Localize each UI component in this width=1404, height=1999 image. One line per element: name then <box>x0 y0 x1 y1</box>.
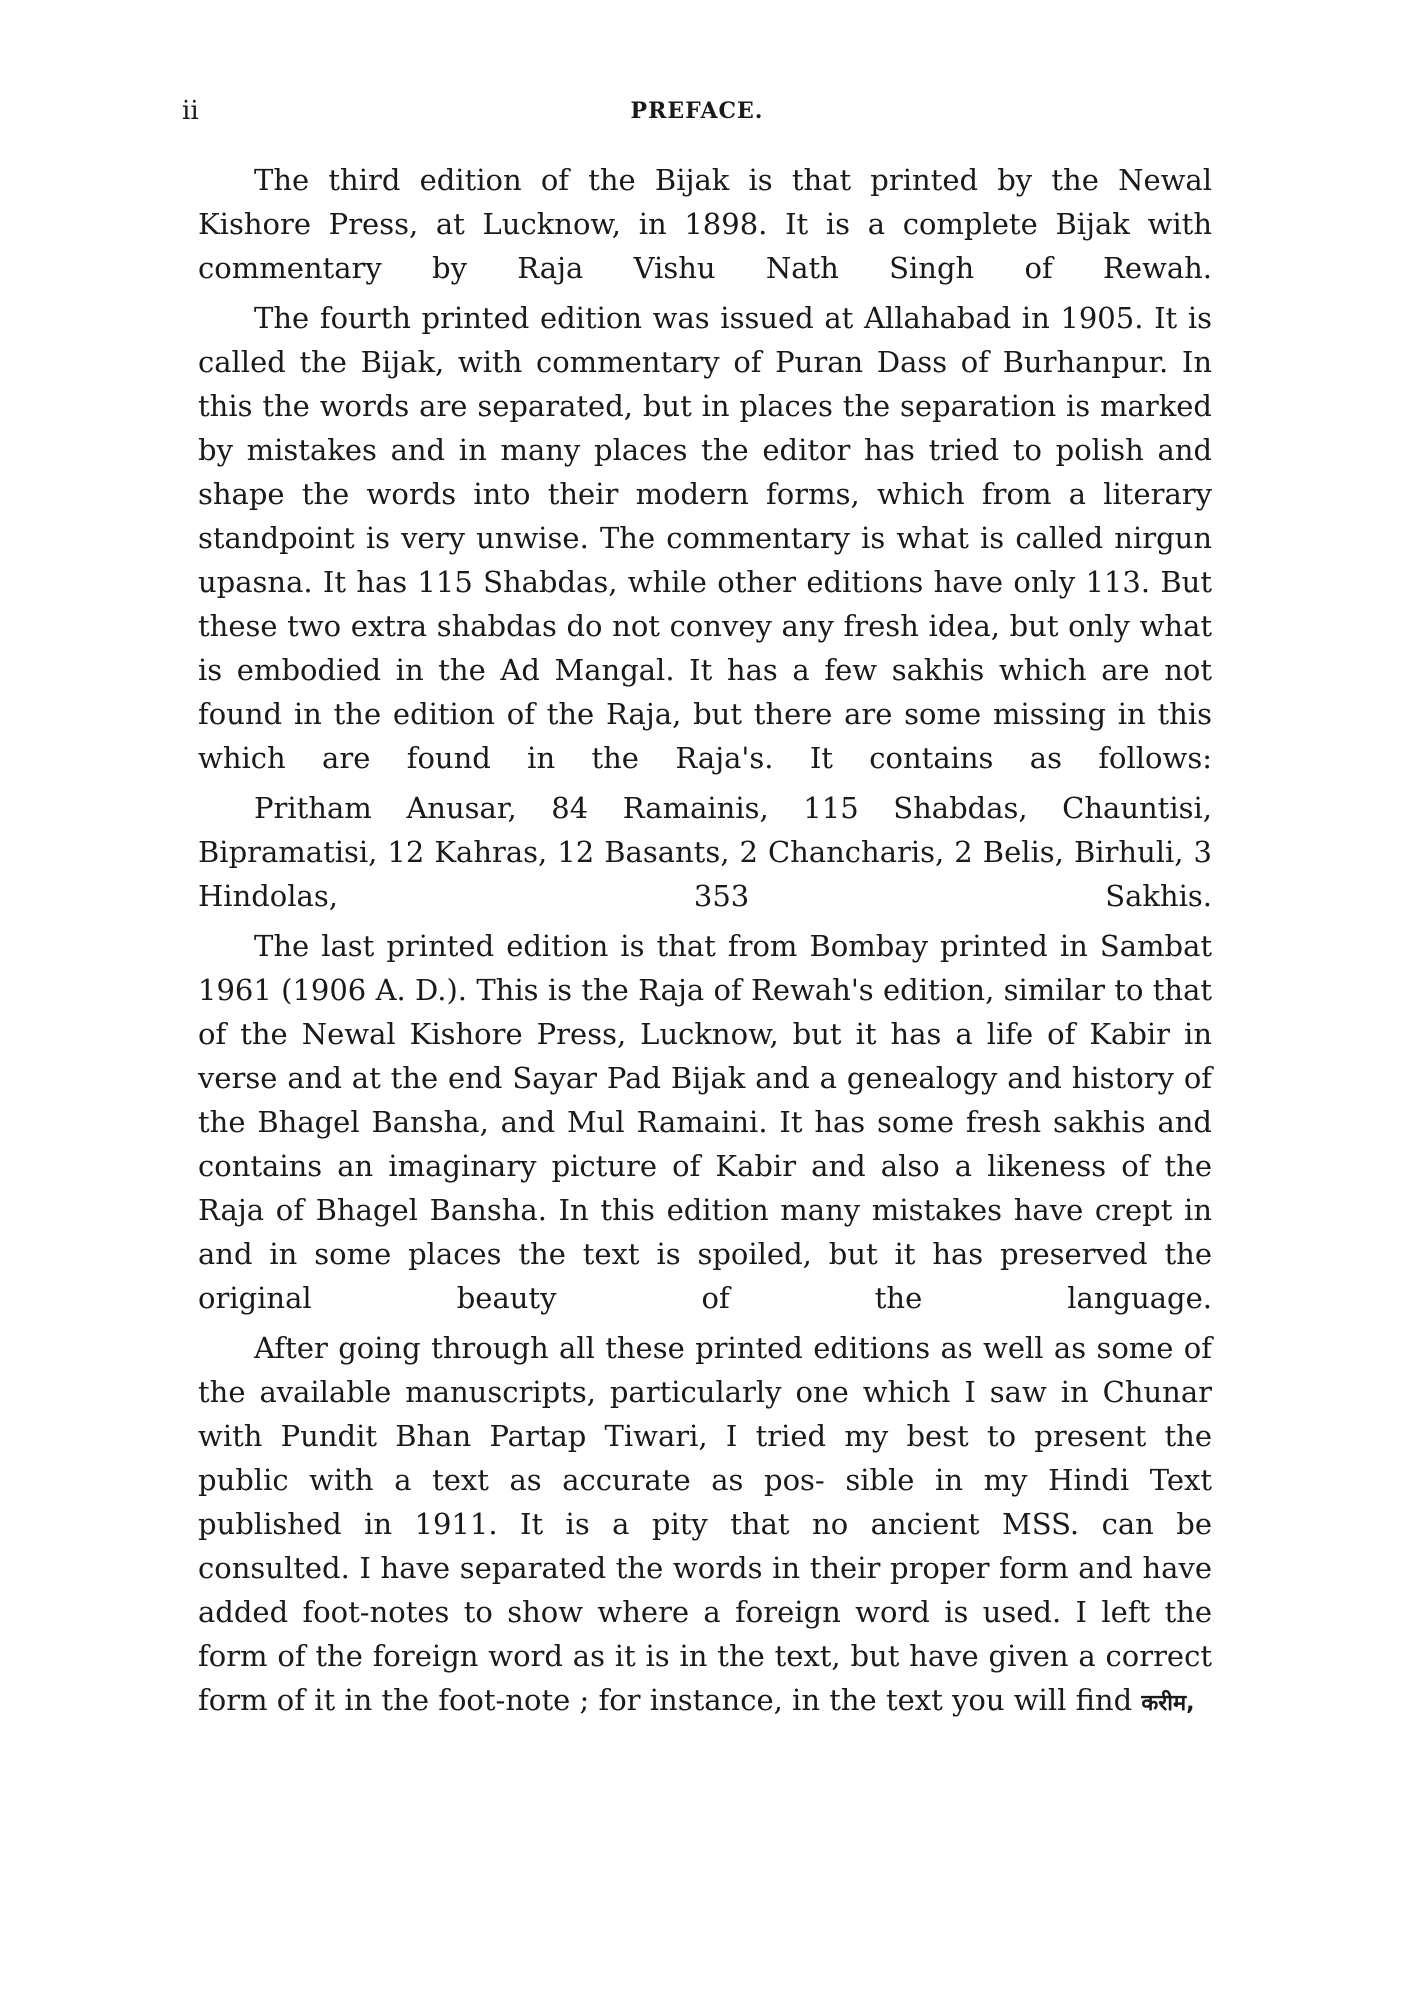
text-line: 1905. It is called the Bijak, with commentary of Puran <box>198 301 1212 379</box>
text-line: saw in Chunar with Pundit Bhan Partap Tiwari, I tried my <box>198 1375 1212 1453</box>
text-line: The last printed edition is that from Bombay printed in <box>254 929 1088 963</box>
paragraph <box>198 1326 1212 1726</box>
text-line: and a genealogy and history of the Bhagel Bansha, and Mul <box>198 1061 1213 1139</box>
text-line: there are some missing in this which are found in the Raja's. <box>198 697 1213 775</box>
hindi-word: करीम, <box>1141 1691 1195 1716</box>
text-line: Rewah. <box>1103 251 1213 285</box>
text-line: Ramaini. It has some fresh sakhis and contains an imaginary <box>198 1105 1212 1183</box>
text-line: The fourth printed edition was issued at Allahabad in <box>254 301 1050 335</box>
text-body <box>198 158 1212 1732</box>
text-line: Pritham Anusar, 84 Ramainis, 115 Shabdas, Chauntisi, <box>254 791 1212 825</box>
text-line: The third edition of the Bijak is that printed by the <box>254 163 1099 197</box>
page-number: ii <box>182 96 199 126</box>
paragraph <box>198 924 1212 1320</box>
text-line: Bansha. In this edition many mistakes have crept in and in <box>198 1193 1213 1271</box>
text-line: Dass of Burhanpur. In this the words are separated, but in <box>198 345 1212 423</box>
text-line: sible in my Hindi Text published in 1911. It is a pity that <box>198 1463 1212 1541</box>
text-line: few sakhis which are not found in the edition of the Raja, but <box>198 653 1212 731</box>
text-line: original beauty of the language. <box>198 1281 1212 1315</box>
text-line: similar to that of the Newal Kishore Press, Lucknow, but it <box>198 973 1213 1051</box>
text-line: some places the text is spoiled, but it has preserved the <box>314 1237 1213 1271</box>
text-line: Bijak with commentary by Raja Vishu Nath Singh of <box>198 207 1213 285</box>
text-line: very unwise. The commentary is what is called nirgun <box>401 521 1213 555</box>
running-head: PREFACE. <box>630 98 764 124</box>
text-line: some of the available manuscripts, particularly one which I <box>198 1331 1213 1409</box>
text-line: upasna. It has 115 Shabdas, while other editions have only <box>198 565 1076 599</box>
text-line: Sambat 1961 (1906 A. D.). This is the Raja of Rewah's edition, <box>198 929 1213 1007</box>
text-line: words in their proper form and have added foot-notes to show <box>198 1551 1212 1629</box>
page-header <box>182 96 1212 136</box>
text-line: word as it is in the text, but have given a correct form of it <box>198 1639 1212 1717</box>
text-line: It contains as follows: <box>809 741 1212 775</box>
text-line: 113. But these two extra shabdas do not convey any fresh <box>198 565 1212 643</box>
text-line: no ancient MSS. can be consulted. I have separated the <box>198 1507 1213 1585</box>
text-line: in the foot-note ; for instance, in the text you will find <box>344 1683 1133 1717</box>
text-line: Birhuli, 3 Hindolas, 353 Sakhis. <box>198 835 1212 913</box>
text-line: into their modern forms, which from a literary standpoint is <box>198 477 1212 555</box>
text-line: After going through all these printed editions as well as <box>254 1331 1087 1365</box>
text-line: picture of Kabir and also a likeness of the Raja of Bhagel <box>198 1149 1212 1227</box>
text-line: best to present the public with a text as accurate as pos- <box>198 1419 1212 1497</box>
text-line: Bipramatisi, 12 Kahras, 12 Basants, 2 Chancharis, 2 Belis, <box>198 835 1064 869</box>
text-line: idea, but only what is embodied in the Ad Mangal. It has a <box>198 609 1213 687</box>
text-line: places the editor has tried to polish and shape the words <box>198 433 1213 511</box>
text-line: where a foreign word is used. I left the form of the foreign <box>198 1595 1212 1673</box>
paragraph <box>198 158 1212 290</box>
paragraph <box>198 786 1212 918</box>
paragraph <box>198 296 1212 780</box>
text-line: Newal Kishore Press, at Lucknow, in 1898. It is a complete <box>198 163 1212 241</box>
text-line: has a life of Kabir in verse and at the end Sayar Pad Bijak <box>198 1017 1213 1095</box>
text-line: places the separation is marked by mistakes and in many <box>198 389 1212 467</box>
